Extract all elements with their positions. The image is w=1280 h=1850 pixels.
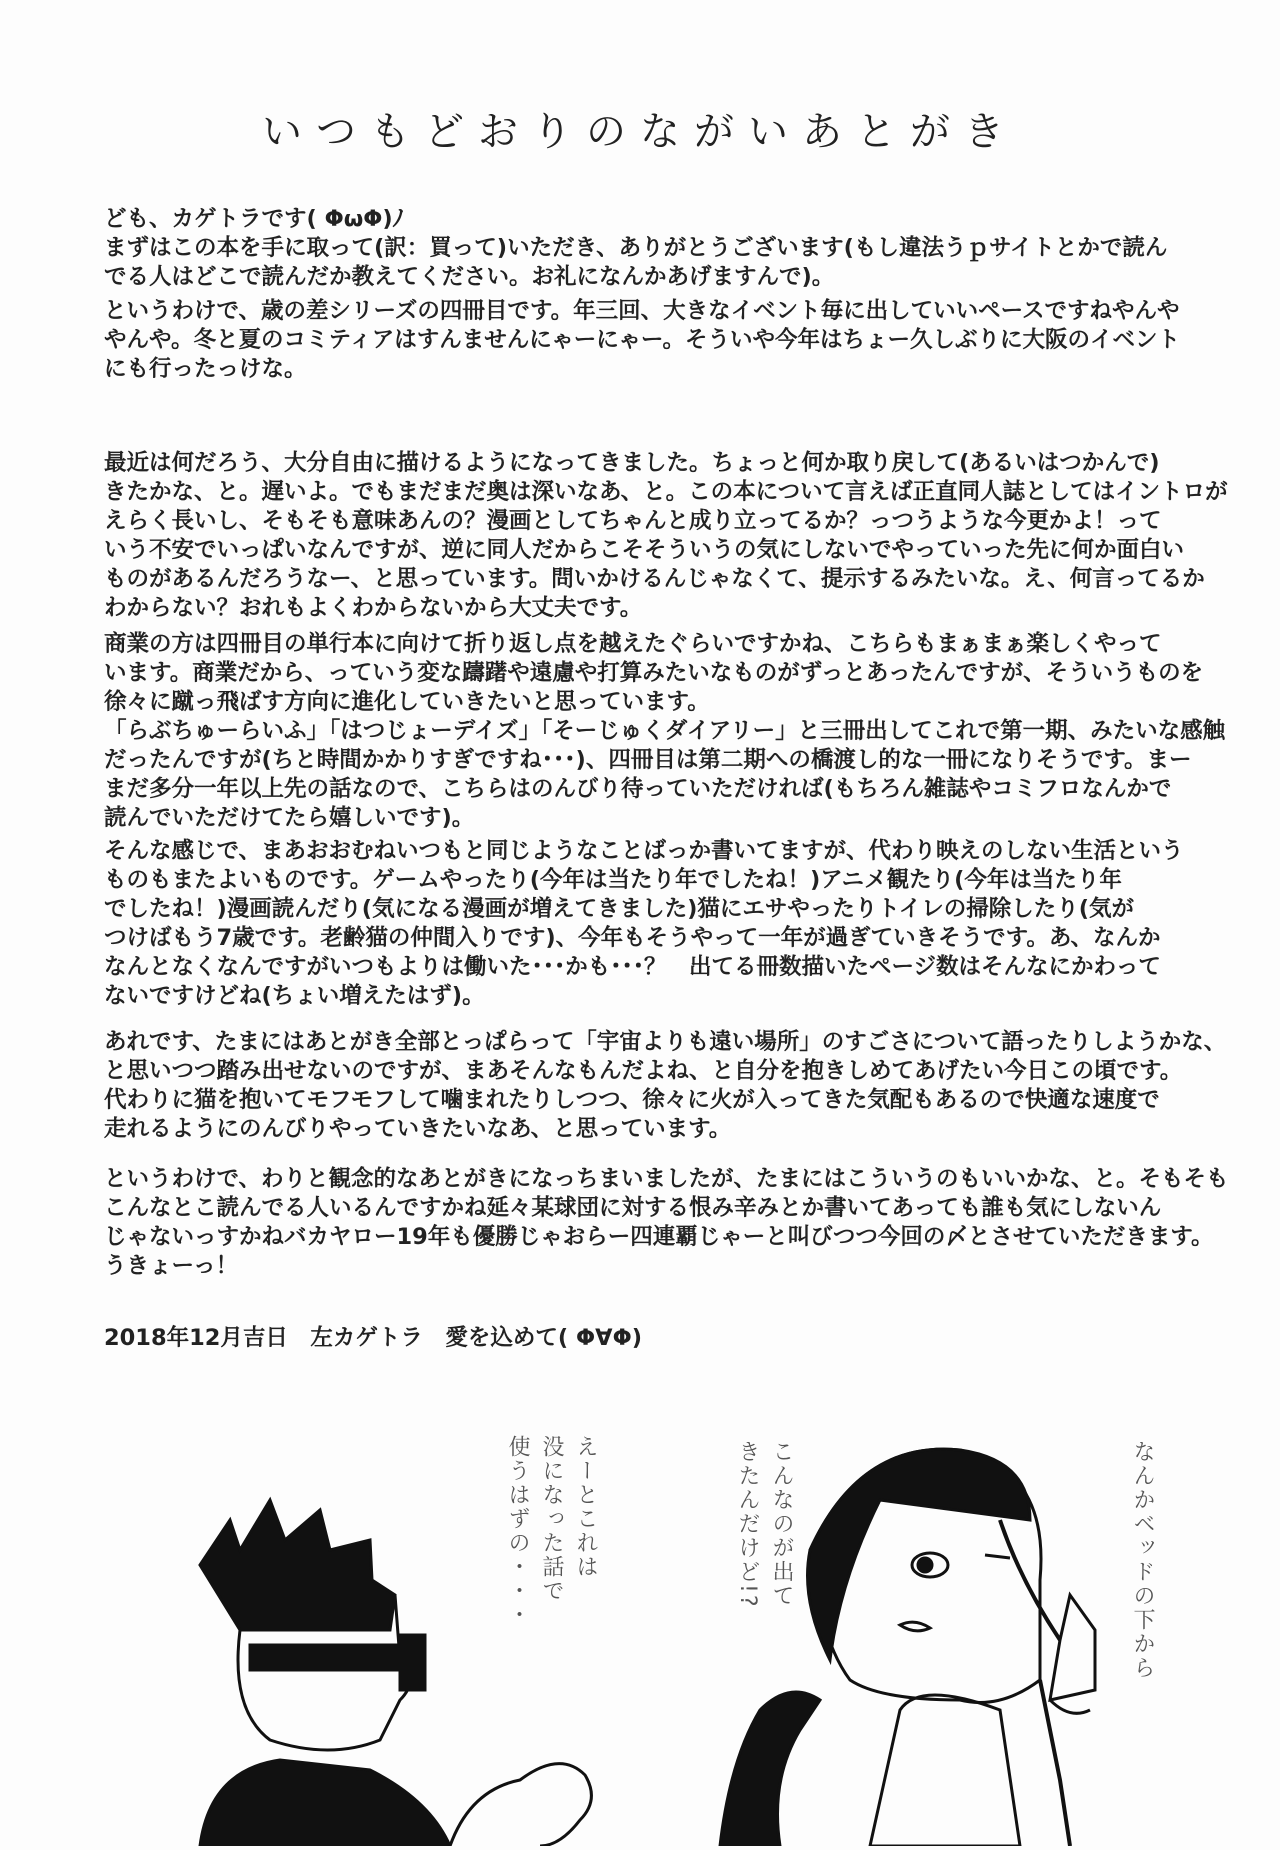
- text-line: ものもまたよいものです。ゲームやったり(今年は当たり年でしたね！)アニメ観たり(今年は当たり年: [104, 867, 1122, 893]
- text-line: 代わりに猫を抱いてモフモフして噛まれたりしつつ、徐々に火が入ってきた気配もあるので快適な速度で: [104, 1087, 1160, 1113]
- page-title: いつもどおりのながいあとがき: [262, 109, 1018, 155]
- illustration: [0, 1380, 1280, 1846]
- speech-man: [500, 1435, 602, 1627]
- paragraph-life: [104, 837, 1184, 1011]
- text-line: 商業の方は四冊目の単行本に向けて折り返し点を越えたぐらいですかね、こちらもまぁまぁ楽しくやって: [104, 631, 1162, 657]
- text-line: ども、カゲトラです( ΦωΦ)ﾉ: [104, 206, 404, 232]
- text-line: きたかな、と。遅いよ。でもまだまだ奥は深いなあ、と。この本について言えば正直同人誌としてはイントロが: [104, 479, 1228, 505]
- speech-side: なんかベッドの下から: [1130, 1440, 1155, 1680]
- text-line: でしたね！)漫画読んだり(気になる漫画が増えてきました)猫にエサやったりトイレの掃除したり(気が: [104, 896, 1135, 922]
- paragraph-recent: [104, 449, 1228, 623]
- paragraph-commercial: [104, 630, 1225, 833]
- text-line: 走れるようにのんびりやっていきたいなあ、と思っています。: [104, 1116, 732, 1142]
- text-line: じゃないっすかねバカヤロー19年も優勝じゃおらー四連覇じゃーと叫びつつ今回の〆とさせていただきます。: [104, 1224, 1214, 1250]
- speech-line: きたんだけど!?: [735, 1440, 760, 1609]
- text-line: 徐々に蹴っ飛ばす方向に進化していきたいと思っています。: [104, 689, 710, 715]
- signature: 2018年12月吉日 左カゲトラ 愛を込めて( Φ∀Φ): [104, 1325, 643, 1351]
- text-line: なんとなくなんですがいつもよりは働いた･･･かも･･･？ 出てる冊数描いたページ数はそんなにかわって: [104, 954, 1161, 980]
- text-line: いう不安でいっぱいなんですが、逆に同人だからこそそういうの気にしないでやっていった先に何か面白い: [104, 537, 1185, 563]
- text-line: でる人はどこで読んだか教えてください。お礼になんかあげますんで)。: [104, 264, 835, 290]
- speech-line: 使うはずの・・・: [505, 1435, 530, 1627]
- text-line: やんや。冬と夏のコミティアはすんませんにゃーにゃー。そういや今年はちょー久しぶりに大阪のイベント: [104, 327, 1180, 353]
- text-line: というわけで、歳の差シリーズの四冊目です。年三回、大きなイベント毎に出していいペースですねやんや: [104, 298, 1180, 324]
- text-line: ものがあるんだろうなー、と思っています。問いかけるんじゃなくて、提示するみたいな。え、何言ってるか: [104, 566, 1205, 592]
- paragraph-closing: [104, 1165, 1229, 1281]
- text-line: ないですけどね(ちょい増えたはず)。: [104, 983, 485, 1009]
- text-line: と思いつつ踏み出せないのですが、まあそんなもんだよね、と自分を抱きしめてあげたい今日この頃です。: [104, 1058, 1183, 1084]
- text-line: うきょーっ！: [104, 1253, 239, 1279]
- text-line: そんな感じで、まあおおむねいつもと同じようなことばっか書いてますが、代わり映えのしない生活という: [104, 838, 1184, 864]
- text-line: 読んでいただけてたら嬉しいです)。: [104, 805, 475, 831]
- text-line: 最近は何だろう、大分自由に描けるようになってきました。ちょっと何か取り戻して(あるいはつかんで): [104, 450, 1160, 476]
- paragraph-greeting: [104, 205, 1167, 292]
- text-line: わからない？おれもよくわからないから大丈夫です。: [104, 595, 643, 621]
- text-line: というわけで、わりと観念的なあとがきになっちまいましたが、たまにはこういうのもいいかな、と。そもそも: [104, 1166, 1229, 1192]
- text-line: 「らぶちゅーらいふ」「はつじょーデイズ」「そーじゅくダイアリー」と三冊出してこれで第一期、みたいな感触: [104, 718, 1226, 744]
- text-line: だったんですが(ちと時間かかりすぎですね･･･)、四冊目は第二期への橋渡し的な一冊になりそうです。まー: [104, 747, 1192, 773]
- text-line: います。商業だから、っていう変な躊躇や遠慮や打算みたいなものがずっとあったんですが、そういうものを: [104, 660, 1204, 686]
- speech-girl: [730, 1440, 798, 1609]
- paragraph-series: [104, 297, 1180, 384]
- text-line: えらく長いし、そもそも意味あんの？漫画としてちゃんと成り立ってるか？っつうような今更かよ！って: [104, 508, 1162, 534]
- text-line: つけばもう7歳です。老齢猫の仲間入りです)、今年もそうやって一年が過ぎていきそうです。あ、なんか: [104, 925, 1161, 951]
- text-line: こんなとこ読んでる人いるんですかね延々某球団に対する恨み辛みとか書いてあっても誰も気にしないん: [104, 1195, 1162, 1221]
- text-line: あれです、たまにはあとがき全部とっぱらって「宇宙よりも遠い場所」のすごさについて語ったりしようかな、: [104, 1029, 1227, 1055]
- paragraph-anime: [104, 1028, 1226, 1144]
- speech-line: こんなのが出て: [769, 1440, 794, 1608]
- illustration-drawing: [0, 1380, 1280, 1846]
- speech-line: 没になった話で: [539, 1435, 564, 1603]
- text-line: まだ多分一年以上先の話なので、こちらはのんびり待っていただければ(もちろん雑誌やコミフロなんかで: [104, 776, 1172, 802]
- speech-line: えーとこれは: [573, 1435, 598, 1579]
- text-line: まずはこの本を手に取って(訳：買って)いただき、ありがとうございます(もし違法うｐサイトとかで読ん: [104, 235, 1168, 261]
- text-line: にも行ったっけな。: [104, 356, 307, 382]
